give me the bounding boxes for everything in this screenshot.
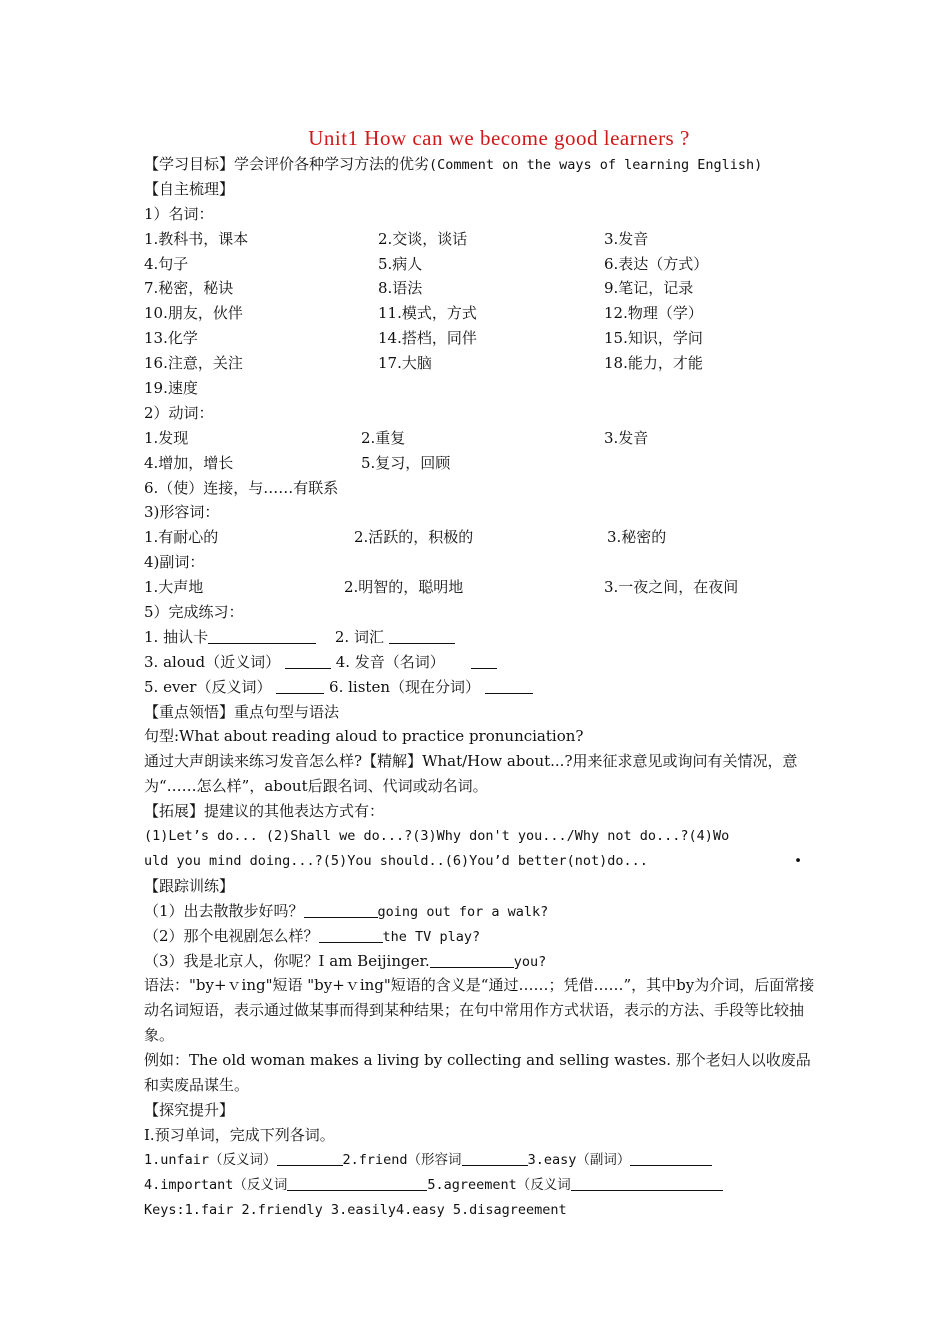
extend-label: 【拓展】 [144,802,205,821]
nouns-list [144,227,824,401]
explore-item: 4.important（反义词 [144,1176,288,1193]
extend-text: 提建议的其他表达方式有： [204,802,385,821]
self-review-heading: 【自主梳理】 [144,179,235,198]
verb-row [144,476,824,501]
answer-blank[interactable] [277,1149,343,1166]
practice-item [144,949,824,974]
key-sentence [144,724,824,749]
adjective-item: 3.秘密的 [607,528,667,547]
noun-item: 18.能力，才能 [604,354,703,373]
verb-item: 5.复习，回顾 [361,453,451,472]
exercise-item: 2. 词汇 [334,627,384,646]
key-points-label: 【重点领悟】 [144,702,235,721]
practice-prompt: （3）我是北京人，你呢？I am Beijinger. [144,951,430,970]
answer-blank[interactable] [304,901,378,918]
answer-blank[interactable] [430,951,514,968]
noun-item: 17.大脑 [378,354,432,373]
practice-prompt: （1）出去散散步好吗？ [144,901,304,920]
extend-heading [144,799,824,824]
extend-line-text: uld you mind doing...?(5)You should..(6)You’d better(not)do... [144,852,648,869]
noun-item: 2.交谈，谈话 [378,229,468,248]
verbs-heading: 2）动词： [144,403,214,422]
noun-item: 9.笔记，记录 [604,279,694,298]
key-explanation [144,749,824,799]
noun-item: 1.教科书，课本 [144,229,249,248]
explanation-text: 通过大声朗读来练习发音怎么样? [144,752,363,771]
adjective-item: 1.有耐心的 [144,528,219,547]
explore-row [144,1173,824,1198]
key-points-heading [144,700,824,725]
grammar-example: 例如：The old woman makes a living by collecting and selling wastes. 那个老妇人以收废品和卖废品谋生。 [144,1051,811,1095]
noun-item: 12.物理（学） [604,304,703,323]
noun-row [144,301,824,326]
adverb-item: 2.明智的，聪明地 [344,578,464,597]
explore-item: 5.agreement（反义词 [427,1176,571,1193]
verb-row [144,451,824,476]
noun-row [144,276,824,301]
answer-blank[interactable] [287,1174,427,1191]
goal-text: 学会评价各种学习方法的优劣 [234,155,430,173]
practice-heading: 【跟踪训练】 [144,876,235,895]
noun-item: 16.注意，关注 [144,354,243,373]
answer-blank[interactable] [389,627,455,644]
exercise-row [144,650,824,675]
adjectives-row [144,525,824,550]
exercise-item: 6. listen（现在分词） [329,677,480,696]
extend-line [144,849,824,874]
adverb-item: 1.大声地 [144,578,204,597]
answer-blank[interactable] [462,1149,528,1166]
exercise-heading: 5）完成练习： [144,603,244,622]
learning-goal [144,152,824,177]
answer-blank[interactable] [208,627,316,644]
noun-item: 7.秘密，秘诀 [144,279,234,298]
noun-item: 3.发音 [604,229,649,248]
noun-row [144,376,824,401]
explore-instruction: Ⅰ.预习单词，完成下列各词。 [144,1125,335,1144]
grammar-explanation: 语法："by+ｖing"短语 "by+ｖing"短语的含义是“通过……；凭借……”，其中by为介词，后面常接动名词短语，表示通过做某事而得到某种结果；在句中常用作方式状语，表示的方法、手段等比较抽象。 [144,976,815,1045]
noun-item: 15.知识，学问 [604,329,703,348]
key-sentence-text: 句型:What about reading aloud to practice pronunciation? [144,727,584,746]
explanation-label: 【精解】 [362,752,423,771]
noun-item: 14.搭档，同伴 [378,329,477,348]
verb-item: 1.发现 [144,428,189,447]
answer-blank[interactable] [319,926,383,943]
explore-heading: 【探究提升】 [144,1100,235,1119]
answer-blank[interactable] [630,1149,712,1166]
answer-blank[interactable] [485,677,533,694]
exercise-item: 1. 抽认卡 [144,627,209,646]
verb-item: 4.增加，增长 [144,453,234,472]
practice-item [144,899,824,924]
verb-item: 6.（使）连接，与……有联系 [144,478,339,497]
verb-item: 2.重复 [361,428,406,447]
exercise-item: 3. aloud（近义词） [144,652,281,671]
practice-prompt: （2）那个电视剧怎么样？ [144,926,319,945]
explanation-text: What/How about...?用来征求意见或询问有关情况，意为“……怎么样”，about后跟名词、代词或动名词。 [144,752,798,796]
page-title: Unit1 How can we become good learners ? [308,126,690,150]
practice-suffix: going out for a walk? [377,903,549,920]
verb-row [144,426,824,451]
explore-item: 3.easy（副词） [527,1151,631,1168]
explore-row [144,1148,824,1173]
noun-item: 6.表达（方式） [604,254,709,273]
answer-blank[interactable] [571,1174,723,1191]
worksheet [144,124,824,1222]
exercise-row [144,625,824,650]
extend-line: (1)Let’s do... (2)Shall we do...?(3)Why don't you.../Why not do...?(4)Wo [144,828,730,845]
adverb-item: 3.一夜之间，在夜间 [604,578,739,597]
practice-item [144,924,824,949]
noun-item: 19.速度 [144,379,198,398]
noun-item: 5.病人 [378,254,423,273]
explore-item: 2.friend（形容词 [342,1151,462,1168]
verbs-list [144,426,824,501]
exercise-item: 4. 发音（名词） [335,652,445,671]
answer-blank[interactable] [285,652,331,669]
noun-row [144,351,824,376]
nouns-heading: 1）名词： [144,204,214,223]
practice-suffix: the TV play? [382,928,481,945]
noun-row [144,227,824,252]
noun-row [144,326,824,351]
key-points-text: 重点句型与语法 [234,702,340,721]
noun-item: 10.朋友，伙伴 [144,304,243,323]
answer-blank[interactable] [471,652,497,669]
goal-label: 【学习目标】 [144,155,235,173]
answer-keys: Keys:1.fair 2.friendly 3.easily4.easy 5.disagreement [144,1201,567,1218]
adverbs-heading: 4)副词： [144,553,205,572]
noun-item: 13.化学 [144,329,198,348]
exercise-row [144,675,824,700]
noun-row [144,252,824,277]
explore-item: 1.unfair（反义词） [144,1151,277,1168]
goal-english: (Comment on the ways of learning English) [429,157,763,173]
noun-item: 11.模式，方式 [378,304,477,323]
adjectives-heading: 3)形容词： [144,503,220,522]
verb-item: 3.发音 [604,428,649,447]
noun-item: 4.句子 [144,254,189,273]
adjective-item: 2.活跃的，积极的 [354,528,474,547]
noun-item: 8.语法 [378,279,423,298]
answer-blank[interactable] [276,677,324,694]
practice-suffix: you? [513,953,547,970]
bullet-dot: • [794,852,803,869]
exercise-item: 5. ever（反义词） [144,677,272,696]
adverbs-row [144,575,824,600]
